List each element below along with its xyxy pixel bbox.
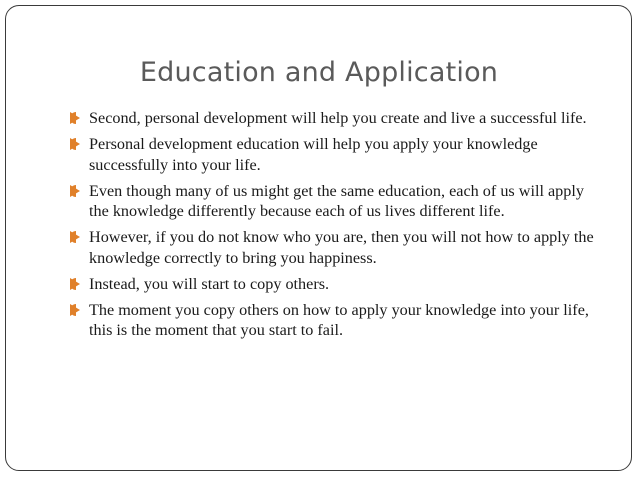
bullet-text: Personal development education will help you apply your knowledge successfully into your life. bbox=[89, 135, 538, 174]
bullet-item bbox=[70, 181, 605, 222]
bullet-icon bbox=[70, 112, 80, 124]
bullet-text: Instead, you will start to copy others. bbox=[89, 274, 330, 293]
bullet-text: However, if you do not know who you are, then you will not how to apply the knowledge correctly to bring you happiness. bbox=[89, 228, 594, 267]
bullet-item bbox=[70, 274, 605, 295]
bullet-list bbox=[70, 108, 605, 346]
bullet-text: Even though many of us might get the same education, each of us will apply the knowledge differently because each of us lives different life. bbox=[89, 181, 584, 220]
bullet-icon bbox=[70, 304, 80, 316]
bullet-item bbox=[70, 227, 605, 268]
bullet-text: Second, personal development will help you create and live a successful life. bbox=[89, 109, 587, 127]
bullet-item bbox=[70, 300, 605, 341]
bullet-icon bbox=[70, 185, 80, 197]
bullet-icon bbox=[70, 138, 80, 150]
bullet-icon bbox=[70, 231, 80, 243]
bullet-item bbox=[70, 134, 605, 175]
slide-title: Education and Application bbox=[139, 57, 499, 88]
bullet-text: The moment you copy others on how to apply your knowledge into your life, this is the moment that you start to fail. bbox=[89, 300, 589, 339]
bullet-icon bbox=[70, 278, 80, 290]
bullet-item bbox=[70, 108, 605, 129]
